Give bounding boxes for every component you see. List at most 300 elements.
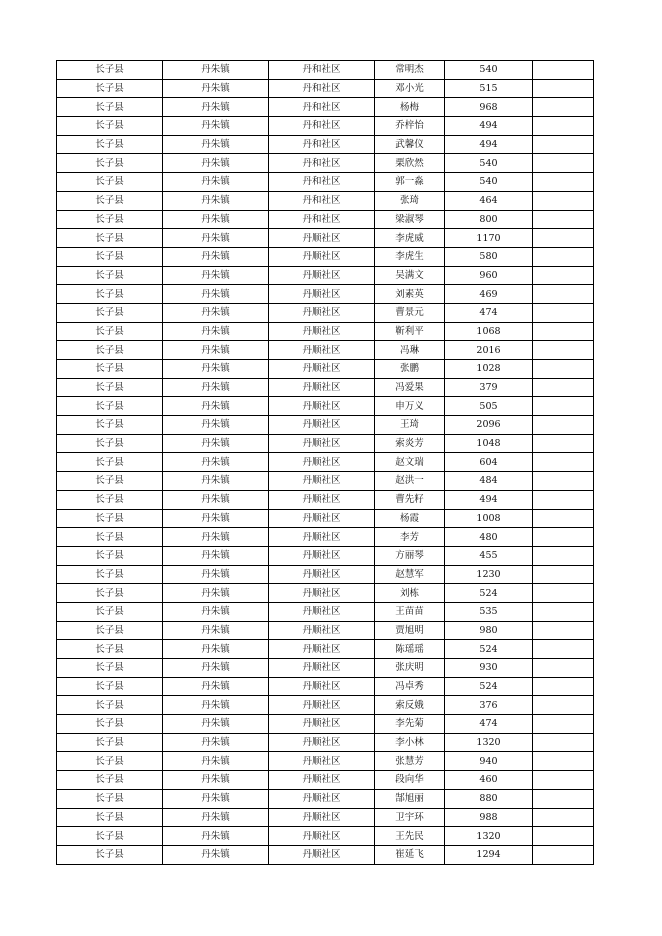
community-cell: 丹和社区 — [269, 61, 375, 80]
remark-cell — [533, 173, 594, 192]
community-cell: 丹顺社区 — [269, 285, 375, 304]
community-cell: 丹顺社区 — [269, 546, 375, 565]
table-row — [57, 845, 594, 864]
community-cell: 丹和社区 — [269, 173, 375, 192]
table-row — [57, 247, 594, 266]
name-cell: 张庆明 — [375, 659, 445, 678]
remark-cell — [533, 378, 594, 397]
town-cell: 丹朱镇 — [163, 285, 269, 304]
amount-cell: 2096 — [445, 416, 533, 435]
table-row — [57, 546, 594, 565]
town-cell: 丹朱镇 — [163, 434, 269, 453]
amount-cell: 1028 — [445, 360, 533, 379]
community-cell: 丹顺社区 — [269, 453, 375, 472]
county-cell: 长子县 — [57, 117, 163, 136]
remark-cell — [533, 715, 594, 734]
county-cell: 长子县 — [57, 378, 163, 397]
amount-cell: 505 — [445, 397, 533, 416]
county-cell: 长子县 — [57, 845, 163, 864]
county-cell: 长子县 — [57, 285, 163, 304]
amount-cell: 494 — [445, 117, 533, 136]
name-cell: 张慧芳 — [375, 752, 445, 771]
amount-cell: 376 — [445, 696, 533, 715]
name-cell: 栗欣然 — [375, 154, 445, 173]
community-cell: 丹顺社区 — [269, 715, 375, 734]
town-cell: 丹朱镇 — [163, 789, 269, 808]
table-row — [57, 285, 594, 304]
amount-cell: 1230 — [445, 565, 533, 584]
remark-cell — [533, 472, 594, 491]
amount-cell: 968 — [445, 98, 533, 117]
remark-cell — [533, 247, 594, 266]
community-cell: 丹顺社区 — [269, 584, 375, 603]
remark-cell — [533, 640, 594, 659]
county-cell: 长子县 — [57, 266, 163, 285]
amount-cell: 379 — [445, 378, 533, 397]
table-row — [57, 771, 594, 790]
amount-cell: 988 — [445, 808, 533, 827]
county-cell: 长子县 — [57, 621, 163, 640]
community-cell: 丹顺社区 — [269, 472, 375, 491]
table-row — [57, 229, 594, 248]
remark-cell — [533, 135, 594, 154]
table-row — [57, 584, 594, 603]
name-cell: 刘素英 — [375, 285, 445, 304]
community-cell: 丹和社区 — [269, 117, 375, 136]
table-row — [57, 210, 594, 229]
remark-cell — [533, 453, 594, 472]
town-cell: 丹朱镇 — [163, 509, 269, 528]
amount-cell: 1170 — [445, 229, 533, 248]
table-row — [57, 808, 594, 827]
name-cell: 王琦 — [375, 416, 445, 435]
remark-cell — [533, 285, 594, 304]
name-cell: 赵洪一 — [375, 472, 445, 491]
table-row — [57, 416, 594, 435]
county-cell: 长子县 — [57, 546, 163, 565]
remark-cell — [533, 117, 594, 136]
name-cell: 申万义 — [375, 397, 445, 416]
remark-cell — [533, 360, 594, 379]
amount-cell: 1048 — [445, 434, 533, 453]
amount-cell: 494 — [445, 490, 533, 509]
roster-table-body — [57, 61, 594, 865]
table-row — [57, 490, 594, 509]
remark-cell — [533, 210, 594, 229]
name-cell: 方丽琴 — [375, 546, 445, 565]
town-cell: 丹朱镇 — [163, 640, 269, 659]
community-cell: 丹和社区 — [269, 154, 375, 173]
county-cell: 长子县 — [57, 360, 163, 379]
name-cell: 常明杰 — [375, 61, 445, 80]
amount-cell: 524 — [445, 677, 533, 696]
name-cell: 梁淑琴 — [375, 210, 445, 229]
county-cell: 长子县 — [57, 453, 163, 472]
table-row — [57, 565, 594, 584]
table-row — [57, 752, 594, 771]
name-cell: 郭一淼 — [375, 173, 445, 192]
county-cell: 长子县 — [57, 659, 163, 678]
remark-cell — [533, 677, 594, 696]
remark-cell — [533, 416, 594, 435]
town-cell: 丹朱镇 — [163, 845, 269, 864]
county-cell: 长子县 — [57, 696, 163, 715]
remark-cell — [533, 490, 594, 509]
community-cell: 丹顺社区 — [269, 247, 375, 266]
name-cell: 王苗苗 — [375, 602, 445, 621]
county-cell: 长子县 — [57, 397, 163, 416]
remark-cell — [533, 602, 594, 621]
table-row — [57, 191, 594, 210]
town-cell: 丹朱镇 — [163, 360, 269, 379]
amount-cell: 2016 — [445, 341, 533, 360]
community-cell: 丹顺社区 — [269, 696, 375, 715]
county-cell: 长子县 — [57, 303, 163, 322]
name-cell: 冯卓秀 — [375, 677, 445, 696]
community-cell: 丹顺社区 — [269, 266, 375, 285]
amount-cell: 940 — [445, 752, 533, 771]
table-row — [57, 98, 594, 117]
amount-cell: 480 — [445, 528, 533, 547]
remark-cell — [533, 303, 594, 322]
county-cell: 长子县 — [57, 61, 163, 80]
name-cell: 赵文瑞 — [375, 453, 445, 472]
name-cell: 杨霞 — [375, 509, 445, 528]
name-cell: 贾旭明 — [375, 621, 445, 640]
community-cell: 丹顺社区 — [269, 378, 375, 397]
amount-cell: 524 — [445, 584, 533, 603]
amount-cell: 1294 — [445, 845, 533, 864]
county-cell: 长子县 — [57, 602, 163, 621]
name-cell: 冯琳 — [375, 341, 445, 360]
community-cell: 丹顺社区 — [269, 808, 375, 827]
town-cell: 丹朱镇 — [163, 247, 269, 266]
community-cell: 丹顺社区 — [269, 528, 375, 547]
town-cell: 丹朱镇 — [163, 173, 269, 192]
community-cell: 丹和社区 — [269, 191, 375, 210]
name-cell: 冯爱果 — [375, 378, 445, 397]
community-cell: 丹顺社区 — [269, 845, 375, 864]
amount-cell: 464 — [445, 191, 533, 210]
town-cell: 丹朱镇 — [163, 827, 269, 846]
table-row — [57, 154, 594, 173]
town-cell: 丹朱镇 — [163, 771, 269, 790]
amount-cell: 1008 — [445, 509, 533, 528]
town-cell: 丹朱镇 — [163, 416, 269, 435]
amount-cell: 930 — [445, 659, 533, 678]
county-cell: 长子县 — [57, 79, 163, 98]
name-cell: 李虎威 — [375, 229, 445, 248]
remark-cell — [533, 154, 594, 173]
community-cell: 丹顺社区 — [269, 303, 375, 322]
county-cell: 长子县 — [57, 210, 163, 229]
table-row — [57, 79, 594, 98]
remark-cell — [533, 397, 594, 416]
remark-cell — [533, 789, 594, 808]
community-cell: 丹和社区 — [269, 79, 375, 98]
county-cell: 长子县 — [57, 789, 163, 808]
community-cell: 丹顺社区 — [269, 416, 375, 435]
amount-cell: 494 — [445, 135, 533, 154]
name-cell: 卫宇环 — [375, 808, 445, 827]
county-cell: 长子县 — [57, 434, 163, 453]
table-row — [57, 621, 594, 640]
name-cell: 邓小光 — [375, 79, 445, 98]
town-cell: 丹朱镇 — [163, 135, 269, 154]
table-row — [57, 434, 594, 453]
town-cell: 丹朱镇 — [163, 621, 269, 640]
town-cell: 丹朱镇 — [163, 266, 269, 285]
name-cell: 张琦 — [375, 191, 445, 210]
table-row — [57, 733, 594, 752]
town-cell: 丹朱镇 — [163, 528, 269, 547]
name-cell: 段向华 — [375, 771, 445, 790]
community-cell: 丹顺社区 — [269, 640, 375, 659]
amount-cell: 960 — [445, 266, 533, 285]
table-row — [57, 602, 594, 621]
table-row — [57, 677, 594, 696]
name-cell: 李芳 — [375, 528, 445, 547]
county-cell: 长子县 — [57, 416, 163, 435]
remark-cell — [533, 322, 594, 341]
town-cell: 丹朱镇 — [163, 752, 269, 771]
amount-cell: 484 — [445, 472, 533, 491]
county-cell: 长子县 — [57, 98, 163, 117]
remark-cell — [533, 565, 594, 584]
town-cell: 丹朱镇 — [163, 210, 269, 229]
table-row — [57, 715, 594, 734]
county-cell: 长子县 — [57, 640, 163, 659]
amount-cell: 800 — [445, 210, 533, 229]
table-row — [57, 360, 594, 379]
county-cell: 长子县 — [57, 341, 163, 360]
name-cell: 张鹏 — [375, 360, 445, 379]
amount-cell: 524 — [445, 640, 533, 659]
name-cell: 李虎生 — [375, 247, 445, 266]
table-row — [57, 266, 594, 285]
table-row — [57, 528, 594, 547]
county-cell: 长子县 — [57, 715, 163, 734]
town-cell: 丹朱镇 — [163, 117, 269, 136]
town-cell: 丹朱镇 — [163, 322, 269, 341]
community-cell: 丹顺社区 — [269, 397, 375, 416]
name-cell: 李先菊 — [375, 715, 445, 734]
county-cell: 长子县 — [57, 752, 163, 771]
amount-cell: 1320 — [445, 827, 533, 846]
remark-cell — [533, 266, 594, 285]
county-cell: 长子县 — [57, 771, 163, 790]
table-row — [57, 789, 594, 808]
table-row — [57, 303, 594, 322]
community-cell: 丹顺社区 — [269, 490, 375, 509]
town-cell: 丹朱镇 — [163, 191, 269, 210]
community-cell: 丹顺社区 — [269, 322, 375, 341]
town-cell: 丹朱镇 — [163, 659, 269, 678]
table-row — [57, 117, 594, 136]
town-cell: 丹朱镇 — [163, 397, 269, 416]
table-row — [57, 453, 594, 472]
county-cell: 长子县 — [57, 322, 163, 341]
county-cell: 长子县 — [57, 229, 163, 248]
remark-cell — [533, 771, 594, 790]
county-cell: 长子县 — [57, 584, 163, 603]
community-cell: 丹顺社区 — [269, 565, 375, 584]
community-cell: 丹和社区 — [269, 135, 375, 154]
county-cell: 长子县 — [57, 733, 163, 752]
county-cell: 长子县 — [57, 490, 163, 509]
county-cell: 长子县 — [57, 247, 163, 266]
town-cell: 丹朱镇 — [163, 565, 269, 584]
amount-cell: 474 — [445, 715, 533, 734]
remark-cell — [533, 827, 594, 846]
name-cell: 索炎芳 — [375, 434, 445, 453]
table-row — [57, 397, 594, 416]
remark-cell — [533, 808, 594, 827]
community-cell: 丹顺社区 — [269, 621, 375, 640]
amount-cell: 1320 — [445, 733, 533, 752]
town-cell: 丹朱镇 — [163, 677, 269, 696]
remark-cell — [533, 229, 594, 248]
county-cell: 长子县 — [57, 565, 163, 584]
remark-cell — [533, 434, 594, 453]
name-cell: 杨梅 — [375, 98, 445, 117]
county-cell: 长子县 — [57, 528, 163, 547]
table-row — [57, 640, 594, 659]
remark-cell — [533, 528, 594, 547]
amount-cell: 455 — [445, 546, 533, 565]
table-row — [57, 135, 594, 154]
name-cell: 武馨仪 — [375, 135, 445, 154]
name-cell: 曹景元 — [375, 303, 445, 322]
table-row — [57, 509, 594, 528]
town-cell: 丹朱镇 — [163, 61, 269, 80]
remark-cell — [533, 191, 594, 210]
name-cell: 王先民 — [375, 827, 445, 846]
name-cell: 索反娥 — [375, 696, 445, 715]
remark-cell — [533, 733, 594, 752]
remark-cell — [533, 845, 594, 864]
town-cell: 丹朱镇 — [163, 602, 269, 621]
town-cell: 丹朱镇 — [163, 715, 269, 734]
amount-cell: 1068 — [445, 322, 533, 341]
amount-cell: 580 — [445, 247, 533, 266]
amount-cell: 540 — [445, 154, 533, 173]
town-cell: 丹朱镇 — [163, 341, 269, 360]
name-cell: 李小林 — [375, 733, 445, 752]
table-row — [57, 341, 594, 360]
table-row — [57, 173, 594, 192]
remark-cell — [533, 696, 594, 715]
community-cell: 丹顺社区 — [269, 434, 375, 453]
county-cell: 长子县 — [57, 135, 163, 154]
amount-cell: 540 — [445, 173, 533, 192]
community-cell: 丹顺社区 — [269, 827, 375, 846]
county-cell: 长子县 — [57, 808, 163, 827]
town-cell: 丹朱镇 — [163, 303, 269, 322]
community-cell: 丹顺社区 — [269, 360, 375, 379]
table-row — [57, 378, 594, 397]
community-cell: 丹和社区 — [269, 98, 375, 117]
remark-cell — [533, 546, 594, 565]
town-cell: 丹朱镇 — [163, 472, 269, 491]
roster-table — [56, 60, 594, 865]
amount-cell: 604 — [445, 453, 533, 472]
community-cell: 丹顺社区 — [269, 752, 375, 771]
name-cell: 崔延飞 — [375, 845, 445, 864]
remark-cell — [533, 584, 594, 603]
county-cell: 长子县 — [57, 191, 163, 210]
community-cell: 丹顺社区 — [269, 229, 375, 248]
county-cell: 长子县 — [57, 173, 163, 192]
table-row — [57, 61, 594, 80]
remark-cell — [533, 98, 594, 117]
amount-cell: 474 — [445, 303, 533, 322]
remark-cell — [533, 79, 594, 98]
remark-cell — [533, 61, 594, 80]
remark-cell — [533, 659, 594, 678]
town-cell: 丹朱镇 — [163, 490, 269, 509]
community-cell: 丹顺社区 — [269, 659, 375, 678]
table-row — [57, 696, 594, 715]
town-cell: 丹朱镇 — [163, 733, 269, 752]
remark-cell — [533, 341, 594, 360]
county-cell: 长子县 — [57, 827, 163, 846]
community-cell: 丹顺社区 — [269, 733, 375, 752]
table-row — [57, 659, 594, 678]
town-cell: 丹朱镇 — [163, 79, 269, 98]
community-cell: 丹顺社区 — [269, 341, 375, 360]
town-cell: 丹朱镇 — [163, 453, 269, 472]
town-cell: 丹朱镇 — [163, 98, 269, 117]
name-cell: 赵慧军 — [375, 565, 445, 584]
remark-cell — [533, 621, 594, 640]
county-cell: 长子县 — [57, 154, 163, 173]
town-cell: 丹朱镇 — [163, 696, 269, 715]
table-row — [57, 472, 594, 491]
amount-cell: 460 — [445, 771, 533, 790]
name-cell: 乔梓怡 — [375, 117, 445, 136]
remark-cell — [533, 509, 594, 528]
amount-cell: 469 — [445, 285, 533, 304]
amount-cell: 880 — [445, 789, 533, 808]
county-cell: 长子县 — [57, 677, 163, 696]
community-cell: 丹顺社区 — [269, 677, 375, 696]
name-cell: 靳利平 — [375, 322, 445, 341]
community-cell: 丹顺社区 — [269, 602, 375, 621]
name-cell: 郜旭丽 — [375, 789, 445, 808]
community-cell: 丹顺社区 — [269, 509, 375, 528]
community-cell: 丹顺社区 — [269, 771, 375, 790]
amount-cell: 515 — [445, 79, 533, 98]
amount-cell: 535 — [445, 602, 533, 621]
town-cell: 丹朱镇 — [163, 546, 269, 565]
name-cell: 刘栋 — [375, 584, 445, 603]
amount-cell: 980 — [445, 621, 533, 640]
name-cell: 曹先籽 — [375, 490, 445, 509]
name-cell: 吴满文 — [375, 266, 445, 285]
community-cell: 丹顺社区 — [269, 789, 375, 808]
county-cell: 长子县 — [57, 509, 163, 528]
table-row — [57, 827, 594, 846]
remark-cell — [533, 752, 594, 771]
county-cell: 长子县 — [57, 472, 163, 491]
amount-cell: 540 — [445, 61, 533, 80]
town-cell: 丹朱镇 — [163, 808, 269, 827]
table-row — [57, 322, 594, 341]
community-cell: 丹和社区 — [269, 210, 375, 229]
town-cell: 丹朱镇 — [163, 229, 269, 248]
name-cell: 陈瑶瑶 — [375, 640, 445, 659]
